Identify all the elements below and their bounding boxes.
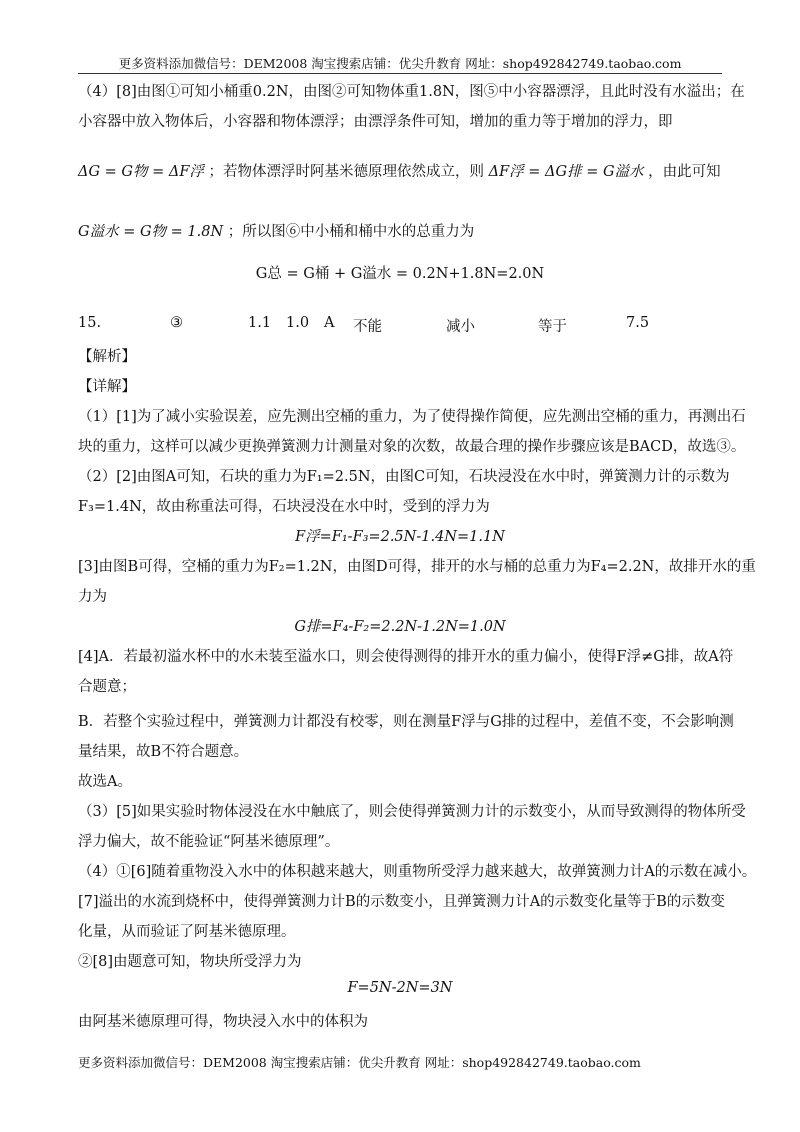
formula-line: [78, 220, 474, 241]
answer-5: 不能: [353, 319, 382, 335]
text-line: 小容器中放入物体后，小容器和物体漂浮；由漂浮条件可知，增加的重力等于增加的浮力，即: [78, 114, 673, 130]
text-fragment: ，由此可知: [648, 164, 721, 180]
page-footer: 更多资料添加微信号：DEM2008 淘宝搜索店铺：优尖升教育 网址：shop492842749.taobao.com: [78, 1055, 641, 1070]
text-line: [3]由图B可得，空桶的重力为F₂=1.2N，由图D可得，排开的水与桶的总重力为F₄=2.2N，故排开水的重: [78, 559, 756, 575]
text-line: 由阿基米德原理可得，物块浸入水中的体积为: [78, 1014, 368, 1030]
section-jiexi: 【解析】: [78, 349, 136, 365]
answer-row-15: [78, 315, 678, 335]
text-line: 故选A。: [78, 774, 132, 790]
formula-delta-f: ΔF浮 = ΔG排 = G溢水: [488, 164, 644, 180]
text-line: ②[8]由题意可知，物块所受浮力为: [78, 954, 302, 970]
text-line: 块的重力，这样可以减少更换弹簧测力计测量对象的次数，故最合理的操作步骤应该是BACD，故选③。: [78, 439, 746, 455]
formula-force: F=5N-2N=3N: [347, 980, 453, 996]
text-line: [4]A．若最初溢水杯中的水未装至溢水口，则会使得测得的排开水的重力偏小，使得F浮≠G排，故A符: [78, 649, 734, 665]
formula-buoyancy: F浮=F₁-F₃=2.5N-1.4N=1.1N: [295, 529, 505, 545]
text-line: （2）[2]由图A可知，石块的重力为F₁=2.5N，由图C可知，石块浸没在水中时，弹簧测力计的示数为: [78, 469, 730, 485]
text-line: F₃=1.4N，故由称重法可得，石块浸没在水中时，受到的浮力为: [78, 499, 490, 515]
text-fragment: ；若物体漂浮时阿基米德原理依然成立，则: [208, 164, 485, 180]
answer-3: 1.0: [286, 315, 310, 331]
text-line: 浮力偏大，故不能验证“阿基米德原理”。: [78, 834, 340, 850]
header-rule: [78, 73, 722, 74]
page-header: 更多资料添加微信号：DEM2008 淘宝搜索店铺：优尖升教育 网址：shop492842749.taobao.com: [118, 56, 682, 71]
text-line: （3）[5]如果实验时物体浸没在水中触底了，则会使得弹簧测力计的示数变小，从而导致测得的物体所受: [78, 804, 746, 820]
text-line: 力为: [78, 589, 107, 605]
question-number: 15.: [78, 315, 102, 331]
answer-4: A: [324, 315, 335, 331]
answer-2: 1.1: [248, 315, 272, 331]
text-line: （4）①[6]随着重物没入水中的体积越来越大，则重物所受浮力越来越大，故弹簧测力计A的示数在减小。: [78, 864, 757, 880]
text-line: 合题意；: [78, 679, 136, 695]
formula-g-overflow: G溢水 = G物 = 1.8N: [78, 224, 224, 240]
formula-displaced-weight: G排=F₄-F₂=2.2N-1.2N=1.0N: [294, 619, 506, 635]
text-fragment: ；所以图⑥中小桶和桶中水的总重力为: [227, 224, 475, 240]
text-line: 量结果，故B不符合题意。: [78, 744, 249, 760]
text-line: [7]溢出的水流到烧杯中，使得弹簧测力计B的示数变小，且弹簧测力计A的示数变化量等于B的示数变: [78, 894, 725, 910]
text-line: （4）[8]由图①可知小桶重0.2N，由图②可知物体重1.8N，图⑤中小容器漂浮，且此时没有水溢出；在: [78, 84, 745, 100]
formula-line: [78, 160, 721, 181]
answer-6: 减小: [446, 319, 475, 335]
answer-1: ③: [170, 315, 183, 331]
answer-7: 等于: [538, 319, 567, 335]
section-xiangjie: 【详解】: [78, 379, 136, 395]
text-line: 化量，从而验证了阿基米德原理。: [78, 924, 296, 940]
formula-total-weight: G总 = G桶 + G溢水 = 0.2N+1.8N=2.0N: [255, 266, 545, 282]
answer-8: 7.5: [626, 315, 650, 331]
formula-delta-g: ΔG = G物 = ΔF浮: [78, 164, 204, 180]
text-line: （1）[1]为了减小实验误差，应先测出空桶的重力，为了使得操作简便，应先测出空桶的重力，再测出石: [78, 409, 746, 425]
text-line: B．若整个实验过程中，弹簧测力计都没有校零，则在测量F浮与G排的过程中，差值不变，不会影响测: [78, 714, 734, 730]
